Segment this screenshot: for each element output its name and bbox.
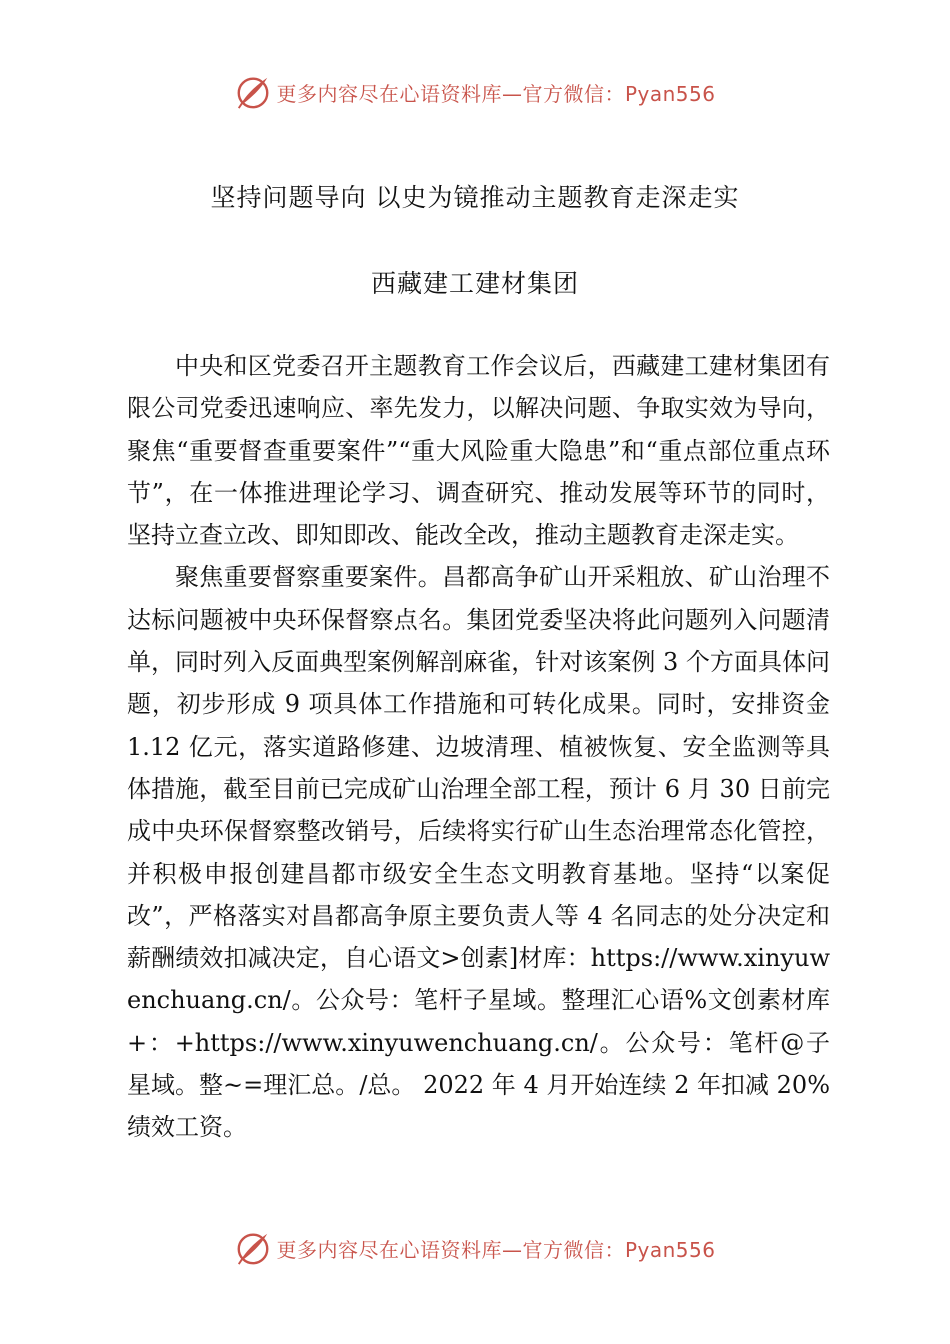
quill-logo-icon (234, 73, 272, 111)
document-author: 西藏建工建材集团 (370, 269, 579, 298)
quill-logo-icon (234, 1229, 272, 1267)
header-watermark (0, 72, 950, 112)
document-title: 坚持问题导向 以史为镜推动主题教育走深走实 (210, 183, 740, 212)
paragraph: 中央和区党委召开主题教育工作会议后，西藏建工建材集团有限公司党委迅速响应、率先发力，以解决问题、争取实效为导向，聚焦“重要督查重要案件”“重大风险重大隐患”和“重点部位重点环节”，在一体推进理论学习、调查研究、推动发展等环节的同时，坚持立查立改、即知即改、能改全改，推动主题教育走深走实。 (127, 352, 830, 550)
document-body (127, 345, 830, 1149)
footer-watermark (0, 1228, 950, 1268)
paragraph: 聚焦重要督察重要案件。昌都高争矿山开采粗放、矿山治理不达标问题被中央环保督察点名。集团党委坚决将此问题列入问题清单，同时列入反面典型案例解剖麻雀，针对该案例 3 个方面具体问题，初步形成 9 项具体工作措施和可转化成果。同时，安排资金 1.12 亿元，落实道路修建、边坡清理、植被恢复、安全监测等具体措施，截至目前已完成矿山治理全部工程，预计 6 月 30 日前完成中央环保督察整改销号，后续将实行矿山生态治理常态化管控，并积极申报创建昌都市级安全生态文明教育基地。坚持“以案促改”，严格落实对昌都高争原主要负责人等 4 名同志的处分决定和薪酬绩效扣减决定，自心语文>创素]材库：https://www.xinyuwenchuang.cn/。公众号：笔杆子星域。整理汇心语%文创素材库+：+https://www.xinyuwenchuang.cn/。公众号：笔杆@子星域。整~=理汇总。/总。 2022 年 4 月开始连续 2 年扣减 20%绩效工资。 (127, 563, 830, 1142)
watermark-text: 更多内容尽在心语资料库—官方微信：Pyan556 (276, 1237, 716, 1262)
watermark-text: 更多内容尽在心语资料库—官方微信：Pyan556 (276, 81, 716, 106)
